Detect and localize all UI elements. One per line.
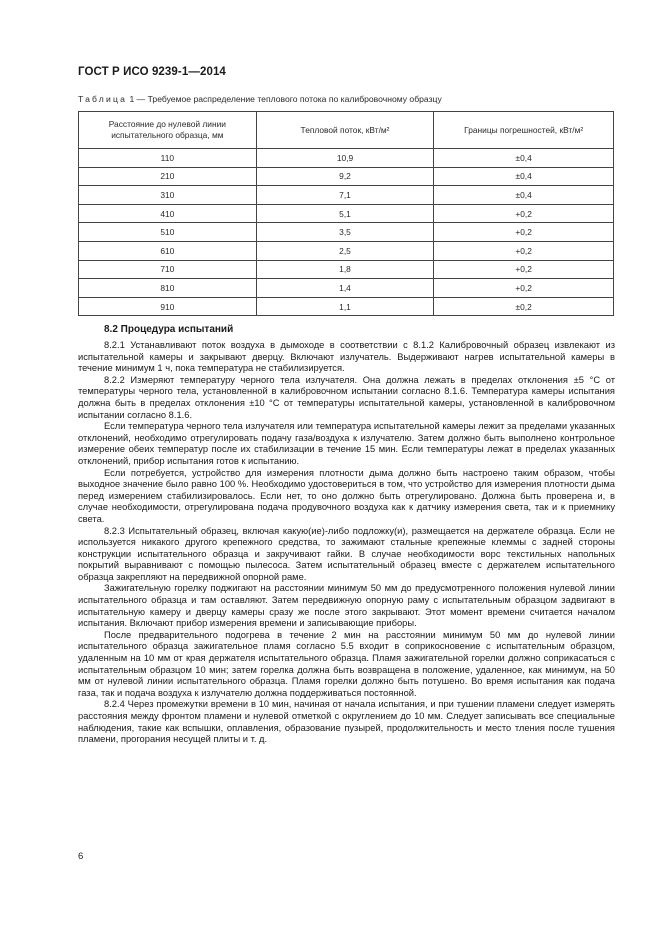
cell-heat-flux: 5,1 bbox=[256, 204, 434, 223]
cell-heat-flux: 10,9 bbox=[256, 149, 434, 168]
cell-tolerance: ±0,4 bbox=[434, 167, 614, 186]
cell-heat-flux: 9,2 bbox=[256, 167, 434, 186]
page-number: 6 bbox=[78, 851, 84, 862]
table-row bbox=[79, 186, 614, 205]
table-row bbox=[79, 167, 614, 186]
section-body bbox=[78, 323, 615, 746]
table-caption-prefix: Таблица bbox=[78, 94, 128, 104]
cell-tolerance: +0,2 bbox=[434, 241, 614, 260]
cell-heat-flux: 7,1 bbox=[256, 186, 434, 205]
heat-flux-table bbox=[78, 111, 614, 316]
cell-distance: 610 bbox=[79, 241, 257, 260]
section-heading: 8.2 Процедура испытаний bbox=[104, 324, 234, 335]
table-row bbox=[79, 241, 614, 260]
column-header-distance: Расстояние до нулевой линии испытательного образца, мм bbox=[79, 112, 257, 149]
cell-distance: 510 bbox=[79, 223, 257, 242]
cell-tolerance: +0,2 bbox=[434, 279, 614, 298]
cell-tolerance: +0,2 bbox=[434, 204, 614, 223]
cell-heat-flux: 1,4 bbox=[256, 279, 434, 298]
cell-tolerance: +0,2 bbox=[434, 260, 614, 279]
table-row bbox=[79, 279, 614, 298]
cell-heat-flux: 3,5 bbox=[256, 223, 434, 242]
paragraph-smoke-density: Если потребуется, устройство для измерения плотности дыма должно быть настроено таким образом, чтобы выходное значение было равно 100 %. Необходимо удостовериться в том, что устройство для измерения плотности дыма перед измерением стабилизировалось. Если нет, то оно должно быть отрегулировано. Должна быть проверена и, в случае необходимости, отрегулирована подача продувочного воздуха как к датчику измерения света, так и к приемнику света. bbox=[78, 467, 615, 524]
cell-distance: 810 bbox=[79, 279, 257, 298]
table-row bbox=[79, 297, 614, 316]
paragraph-8-2-2: 8.2.2 Измеряют температуру черного тела излучателя. Она должна лежать в пределах отклонения ±5 °С от температуры черного тела, установленной в калибровочном испытании согласно 8.1.6. Температура камеры испытания должна быть в пределах отклонения ±10 °С от температуры испытательной камеры, установленной в калибровочном испытании согласно 8.1.6. bbox=[78, 374, 615, 420]
table-header-row bbox=[79, 112, 614, 149]
cell-distance: 710 bbox=[79, 260, 257, 279]
table-caption-text: 1 — Требуемое распределение теплового потока по калибровочному образцу bbox=[127, 94, 442, 104]
table-row bbox=[79, 204, 614, 223]
paragraph-8-2-3: 8.2.3 Испытательный образец, включая какую(ие)-либо подложку(и), размещается на держателе образца. Если не используется никакого другого крепежного средства, то зажимают стальные крепежные клеммы с задней стороны конструкции испытательного образца и закручивают гайки. В случае необходимости ворс текстильных напольных покрытий выравнивают с помощью пылесоса. Затем испытательный образец вместе с держателем испытательного образца закрепляют на передвижной опорной раме. bbox=[78, 525, 615, 582]
cell-distance: 910 bbox=[79, 297, 257, 316]
column-header-heat-flux: Тепловой поток, кВт/м² bbox=[256, 112, 434, 149]
table-row bbox=[79, 149, 614, 168]
cell-tolerance: ±0,2 bbox=[434, 297, 614, 316]
paragraph-preheating: После предварительного подогрева в течение 2 мин на расстоянии минимум 50 мм до нулевой линии испытательного образца зажигательное пламя согласно 5.5 входит в соприкосновение с испытательным образцом, удаленным на 10 мм от края держателя испытательного образца. Пламя зажигательной горелки должно соприкасаться с испытательным образцом 10 мин; затем горелка должна быть возвращена в положение, удаленное, как минимум, на 50 мм от нулевой линии испытательного образца. Пламя горелки должно быть потушено. Во время испытания как подача газа, так и подача воздуха к излучателю должна поддерживаться постоянной. bbox=[78, 629, 615, 698]
table-row bbox=[79, 260, 614, 279]
column-header-tolerance: Границы погрешностей, кВт/м² bbox=[434, 112, 614, 149]
paragraph-8-2-1: 8.2.1 Устанавливают поток воздуха в дымоходе в соответствии с 8.1.2 Калибровочный образец извлекают из испытательной камеры и закрывают дверцу. Включают излучатель. Выдерживают нагрев испытательной камеры в течение минимум 1 ч, пока температура не стабилизируется. bbox=[78, 340, 615, 374]
table-row bbox=[79, 223, 614, 242]
cell-distance: 310 bbox=[79, 186, 257, 205]
cell-tolerance: ±0,4 bbox=[434, 186, 614, 205]
cell-distance: 210 bbox=[79, 167, 257, 186]
cell-tolerance: ±0,4 bbox=[434, 149, 614, 168]
cell-heat-flux: 2,5 bbox=[256, 241, 434, 260]
cell-heat-flux: 1,1 bbox=[256, 297, 434, 316]
cell-heat-flux: 1,8 bbox=[256, 260, 434, 279]
paragraph-8-2-4: 8.2.4 Через промежутки времени в 10 мин, начиная от начала испытания, и при тушении пламени следует измерять расстояния между фронтом пламени и нулевой отметкой с округлением до 10 мм. Следует записывать все специальные наблюдения, такие как вспышки, оплавления, образование пузырей, продолжительность и место тления после тушения пламени, прогорания несущей плиты и т. д. bbox=[78, 699, 615, 745]
cell-tolerance: +0,2 bbox=[434, 223, 614, 242]
paragraph-temperature-deviation: Если температура черного тела излучателя или температура испытательной камеры лежит за пределами указанных отклонений, необходимо отрегулировать подачу газа/воздуха к излучателю. Затем должно быть выполнено контрольное измерение обеих температур после их стабилизации в течение 15 мин. Если температуры лежат в пределах указанных отклонений, прибор испытания готов к испытанию. bbox=[78, 421, 615, 466]
standard-title: ГОСТ Р ИСО 9239-1—2014 bbox=[78, 66, 226, 78]
table-caption bbox=[78, 94, 442, 104]
paragraph-ignition-burner: Зажигательную горелку поджигают на расстоянии минимум 50 мм до предусмотренного положения нулевой линии испытательного образца и там оставляют. Затем передвижную опорную раму с испытательным образцом задвигают в испытательную камеру и дверцу камеры сразу же после этого закрывают. Этот момент времени считается началом испытания. Включают прибор измерения времени и записывающие приборы. bbox=[78, 583, 615, 629]
cell-distance: 110 bbox=[79, 149, 257, 168]
cell-distance: 410 bbox=[79, 204, 257, 223]
